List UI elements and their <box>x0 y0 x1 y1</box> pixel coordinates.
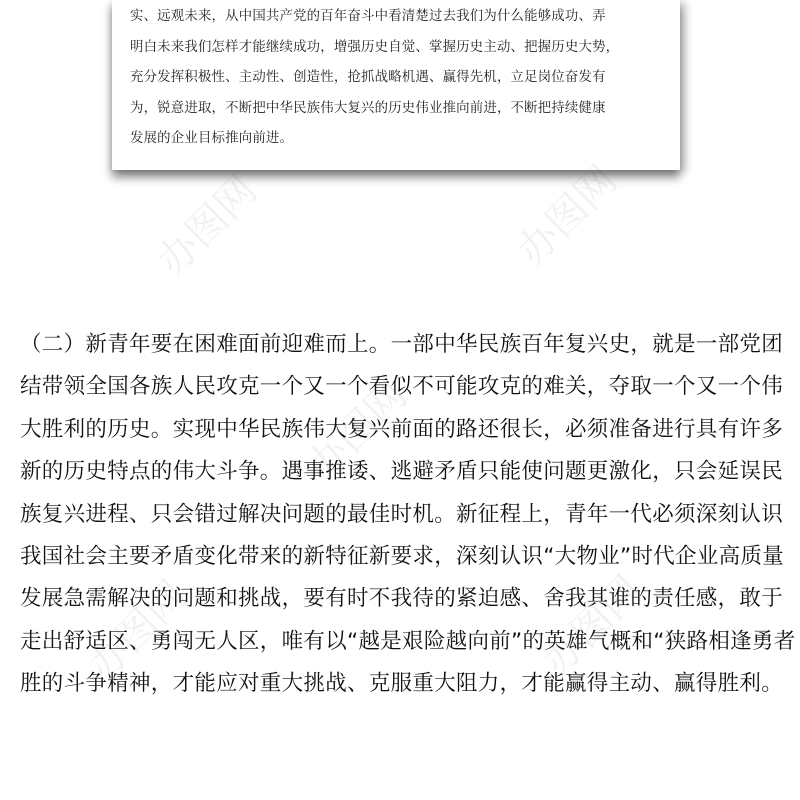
watermark: 办图网 <box>148 167 267 285</box>
body-line: 新的历史特点的伟大斗争。遇事推诿、逃避矛盾只能使问题更激化，只会延误民 <box>20 459 784 485</box>
body-paragraph <box>20 324 796 706</box>
body-line: 走出舒适区、勇闯无人区，唯有以“越是艰险越向前”的英雄气概和“狭路相逢勇者 <box>20 628 796 654</box>
body-line: （二）新青年要在困难面前迎难而上。一部中华民族百年复兴史，就是一部党团 <box>20 332 784 357</box>
body-line: 我国社会主要矛盾变化带来的新特征新要求，深刻认识“大物业”时代企业高质量 <box>20 543 785 569</box>
card-line: 为，锐意进取，不断把中华民族伟大复兴的历史伟业推向前进，不断把持续健康 <box>130 100 606 116</box>
watermark: 办图网 <box>508 157 627 275</box>
card-line: 实、远观未来，从中国共产党的百年奋斗中看清楚过去我们为什么能够成功、弄 <box>130 9 606 24</box>
card-text <box>130 2 670 155</box>
watermark: 办图网 <box>78 572 197 690</box>
body-line: 胜的斗争精神，才能应对重大挑战、克服重大阻力，才能赢得主动、赢得胜利。 <box>20 671 784 697</box>
card-line: 发展的企业目标推向前进。 <box>130 131 294 147</box>
card-line: 充分发挥积极性、主动性、创造性，抢抓战略机遇、赢得先机，立足岗位奋发有 <box>130 70 606 86</box>
body-line: 族复兴进程、只会错过解决问题的最佳时机。新征程上，青年一代必须深刻认识 <box>20 501 784 527</box>
body-line: 发展急需解决的问题和挑战，要有时不我待的紧迫感、舍我其谁的责任感，敢于 <box>20 586 784 612</box>
watermark: 办图网 <box>533 567 652 685</box>
body-line: 结带领全国各族人民攻克一个又一个看似不可能攻克的难关，夺取一个又一个伟 <box>20 374 784 400</box>
card-line: 明白未来我们怎样才能继续成功，增强历史自觉、掌握历史主动、把握历史大势， <box>130 39 620 55</box>
watermark: 办图网 <box>298 372 417 490</box>
quote-card <box>112 0 680 170</box>
body-line: 大胜利的历史。实现中华民族伟大复兴前面的路还很长，必须准备进行具有许多 <box>20 416 784 442</box>
